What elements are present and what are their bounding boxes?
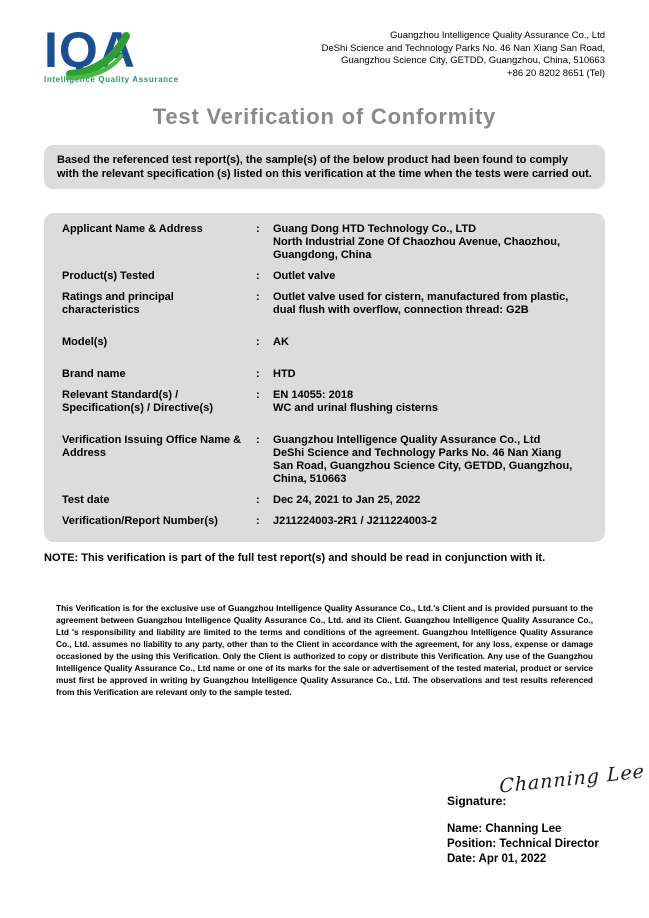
field-value: Guangzhou Intelligence Quality Assurance Co., Ltd DeShi Science and Technology Parks No. 46 Nan Xiang San Road, Guangzhou Science City, GETDD, Guangzhou, China, 510663 [273,434,573,485]
note-text: NOTE: This verification is part of the full test report(s) and should be read in conjunction with it. [44,552,546,564]
logo-wordmark: IQA [44,22,136,78]
iqa-logo [44,22,214,88]
field-colon: : [256,291,260,303]
field-label: Applicant Name & Address [62,223,203,235]
field-label: Test date [62,494,110,506]
field-row-standards [62,389,591,415]
field-label: Relevant Standard(s) / Specification(s) / Directive(s) [62,389,213,414]
field-label: Ratings and principal characteristics [62,291,174,316]
field-row-brand-name [62,368,591,381]
field-value: AK [273,336,289,348]
signature-label: Signature: [447,794,507,808]
field-colon: : [256,223,260,235]
signature-date: Date: Apr 01, 2022 [447,853,547,865]
signature-handwriting: Channing Lee [499,760,645,798]
page-title: Test Verification of Conformity [152,104,497,129]
field-colon: : [256,389,260,401]
signatory-position: Position: Technical Director [447,838,599,850]
field-row-issuing-office [62,434,591,486]
field-row-report-number [62,515,591,528]
field-row-ratings [62,291,591,317]
issuer-address: Guangzhou Intelligence Quality Assurance Co., Ltd DeShi Science and Technology Parks No. 46 Nan Xiang San Road, Guangzhou Science City, GETDD, Guangzhou, China, 510663 +86 20 8202 8651 (Tel) [321,30,605,79]
notice-box: Based the referenced test report(s), the sample(s) of the below product had been found to comply with the relevant specification (s) listed on this verification at the time when the tests were carried out. [44,145,605,189]
signature-block [447,760,645,867]
field-value: J211224003-2R1 / J211224003-2 [273,515,437,527]
field-colon: : [256,368,260,380]
field-label: Product(s) Tested [62,270,155,282]
field-value: Guang Dong HTD Technology Co., LTD North Industrial Zone Of Chaozhou Avenue, Chaozhou, Guangdong, China [273,223,561,261]
fields-table [44,213,605,542]
field-colon: : [256,270,260,282]
field-label: Verification/Report Number(s) [62,515,218,527]
field-colon: : [256,434,260,446]
field-row-models [62,336,591,349]
field-colon: : [256,494,260,506]
field-label: Brand name [62,368,126,380]
field-row-applicant [62,223,591,262]
field-value: EN 14055: 2018 WC and urinal flushing cisterns [273,389,439,414]
field-colon: : [256,515,260,527]
field-value: Dec 24, 2021 to Jan 25, 2022 [273,494,421,506]
field-label: Model(s) [62,336,108,348]
disclaimer-text: This Verification is for the exclusive use of Guangzhou Intelligence Quality Assurance Co., Ltd.'s Client and is provided pursuant to the agreement between Guangzhou Intelligence Quality Assurance Co., Ltd. and its Client. Guangzhou Intelligence Quality Assurance Co., Ltd 's responsibility and liability are limited to the terms and conditions of the agreement. Guangzhou Intelligence Quality Assurance Co., Ltd. assumes no liability to any party, other than to the Client in accordance with the agreement, for any loss, expense or damage occasioned by the using this Verification. Only the Client is authorized to copy or distribute this Verification. Any use of the Guangzhou Intelligence Quality Assurance Co., Ltd name or one of its marks for the sale or advertisement of the tested material, product or service must first be approved in writing by Guangzhou Intelligence Quality Assurance Co., Ltd. The observations and test results referenced from this Verification are relevant only to the sample tested. [56,603,593,697]
field-value: HTD [273,368,296,380]
field-colon: : [256,336,260,348]
field-value: Outlet valve [273,270,336,282]
field-label: Verification Issuing Office Name & Address [62,434,242,459]
header [44,22,605,88]
field-row-test-date [62,494,591,507]
signatory-name: Name: Channing Lee [447,823,562,835]
logo-tagline: Intelligence Quality Assurance [44,75,179,84]
field-value: Outlet valve used for cistern, manufactured from plastic, dual flush with overflow, connection thread: G2B [273,291,569,316]
field-row-product-tested [62,270,591,283]
signatory-details [447,822,627,867]
